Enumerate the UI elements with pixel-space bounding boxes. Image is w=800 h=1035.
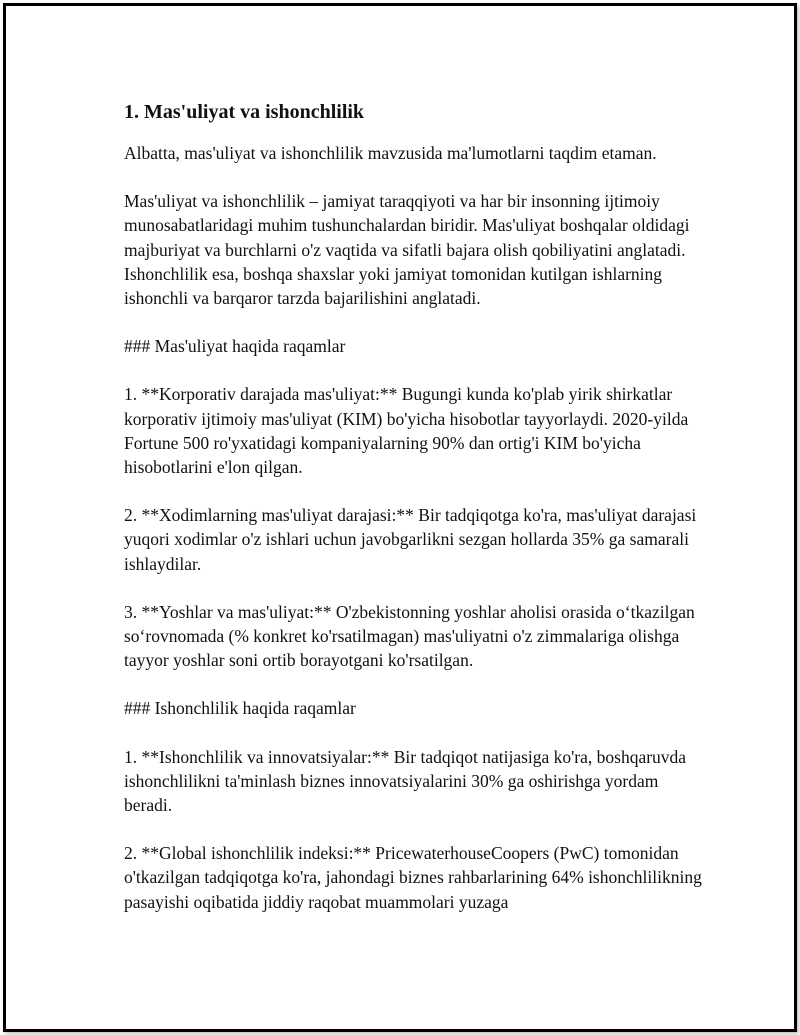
list-item-reliability-innovation: 1. **Ishonchlilik va innovatsiyalar:** Bir tadqiqot natijasiga ko'ra, boshqaruvda ishonchlilikni ta'minlash biznes innovatsiyalarini 30% ga oshirishga yordam beradi.: [124, 746, 687, 816]
definition-paragraph: Mas'uliyat va ishonchlilik – jamiyat taraqqiyoti va har bir insonning ijtimoiy munosabatlaridagi muhim tushunchalardan biridir. Mas'uliyat boshqalar oldidagi majburiyat va burchlarni o'z vaqtida va sifatli bajara olish qobiliyatini anglatadi. Ishonchlilik esa, boshqa shaxslar yoki jamiyat tomonidan kutilgan ishlarning ishonchli va barqaror tarzda bajarilishini anglatadi.: [124, 191, 690, 309]
subheading-responsibility-numbers: ### Mas'uliyat haqida raqamlar: [124, 336, 346, 357]
document-body: [124, 99, 704, 938]
document-page: [3, 3, 797, 1032]
section-title: 1. Mas'uliyat va ishonchlilik: [124, 101, 365, 123]
list-item-employee-responsibility: 2. **Xodimlarning mas'uliyat darajasi:** Bir tadqiqotga ko'ra, mas'uliyat darajasi yuqori xodimlar o'z ishlari uchun javobgarlikni sezgan hollarda 35% ga samarali ishlaydilar.: [124, 505, 697, 574]
intro-paragraph: Albatta, mas'uliyat va ishonchlilik mavzusida ma'lumotlarni taqdim etaman.: [124, 143, 657, 163]
list-item-global-reliability-index: 2. **Global ishonchlilik indeksi:** PricewaterhouseCoopers (PwC) tomonidan o'tkazilgan tadqiqotga ko'ra, jahondagi biznes rahbarlarining 64% ishonchlilikning pasayishi oqibatida jiddiy raqobat muammolari yuzaga: [124, 843, 702, 912]
subheading-reliability-numbers: ### Ishonchlilik haqida raqamlar: [124, 698, 356, 719]
list-item-youth-responsibility: 3. **Yoshlar va mas'uliyat:** O'zbekistonning yoshlar aholisi orasida o‘tkazilgan so‘rovnomada (% konkret ko'rsatilmagan) mas'uliyatni o'z zimmalariga olishga tayyor yoshlar soni ortib borayotgani ko'rsatilgan.: [124, 601, 695, 671]
list-item-corporate-responsibility: 1. **Korporativ darajada mas'uliyat:** Bugungi kunda ko'plab yirik shirkatlar korporativ ijtimoiy mas'uliyat (KIM) bo'yicha hisobotlar tayyorlaydi. 2020-yilda Fortune 500 ro'yxatidagi kompaniyalarning 90% dan ortig'i KIM bo'yicha hisobotlarini e'lon qilgan.: [124, 384, 689, 478]
